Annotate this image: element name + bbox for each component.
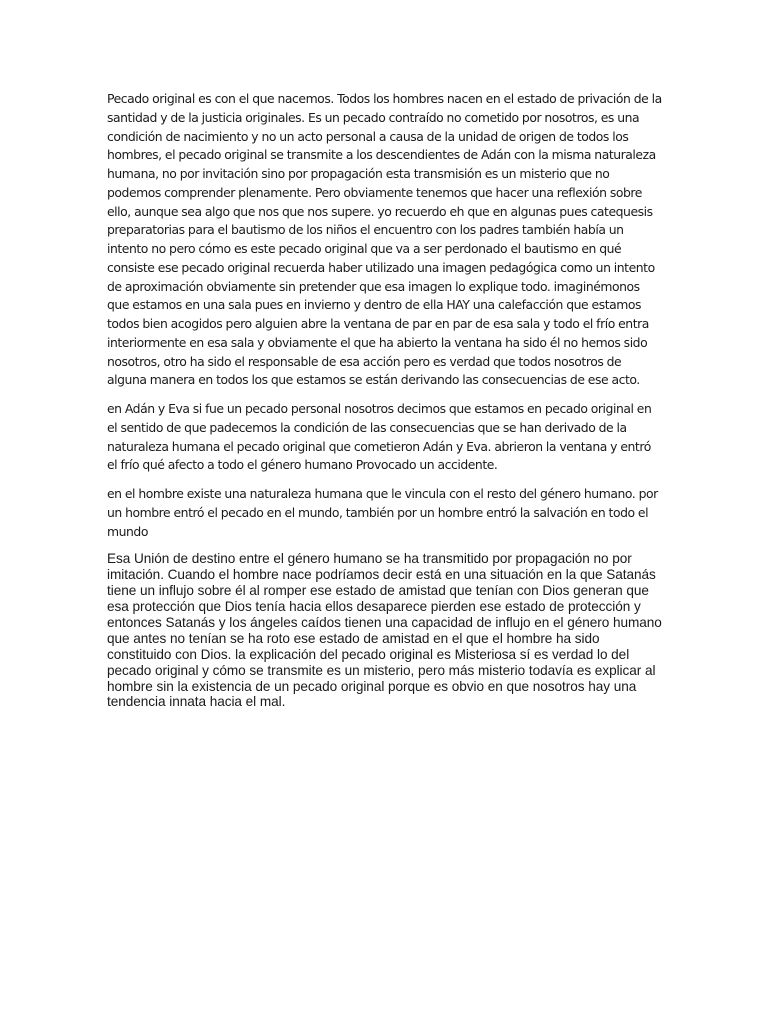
paragraph-1: Pecado original es con el que nacemos. Todos los hombres nacen en el estado de privación de la santidad y de la justicia originales. Es un pecado contraído no cometido por nosotros, es una condición de nacimiento y no un acto personal a causa de la unidad de origen de todos los hombres, el pecado original se transmite a los descendientes de Adán con la misma naturaleza humana, no por invitación sino por propagación esta transmisión es un misterio que no podemos comprender plenamente. Pero obviamente tenemos que hacer una reflexión sobre ello, aunque sea algo que nos que nos supere. yo recuerdo eh que en algunas pues catequesis preparatorias para el bautismo de los niños el encuentro con los padres también había un intento no pero cómo es este pecado original que va a ser perdonado el bautismo en qué consiste ese pecado original recuerda haber utilizado una imagen pedagógica como un intento de aproximación obviamente sin pretender que esa imagen lo explique todo. imaginémonos que estamos en una sala pues en invierno y dentro de ella HAY una calefacción que estamos todos bien acogidos pero alguien abre la ventana de par en par de esa sala y todo el frío entra interiormente en esa sala y obviamente el que ha abierto la ventana ha sido él no hemos sido nosotros, otro ha sido el responsable de esa acción pero es verdad que todos nosotros de alguna manera en todos los que estamos se están derivando las consecuencias de ese acto. — [107, 91, 662, 388]
document-body — [107, 90, 663, 710]
paragraph-2: en Adán y Eva si fue un pecado personal nosotros decimos que estamos en pecado original en el sentido de que padecemos la condición de las consecuencias que se han derivado de la naturaleza humana el pecado original que cometieron Adán y Eva. abrieron la ventana y entró el frío qué afecto a todo el género humano Provocado un accidente. — [107, 401, 652, 473]
paragraph-3: en el hombre existe una naturaleza humana que le vincula con el resto del género humano. por un hombre entró el pecado en el mundo, también por un hombre entró la salvación en todo el mundo — [107, 486, 658, 539]
paragraph-4: Esa Unión de destino entre el género humano se ha transmitido por propagación no por imitación. Cuando el hombre nace podríamos decir está en una situación en la que Satanás tiene un influjo sobre él al romper ese estado de amistad que tenían con Dios generan que esa protección que Dios tenía hacia ellos desaparece pierden ese estado de protección y entonces Satanás y los ángeles caídos tienen una capacidad de influjo en el género humano que antes no tenían se ha roto ese estado de amistad en el que el hombre ha sido constituido con Dios. la explicación del pecado original es Misteriosa sí es verdad lo del pecado original y cómo se transmite es un misterio, pero más misterio todavía es explicar al hombre sin la existencia de un pecado original porque es obvio en que nosotros hay una tendencia innata hacia el mal. — [107, 551, 662, 710]
